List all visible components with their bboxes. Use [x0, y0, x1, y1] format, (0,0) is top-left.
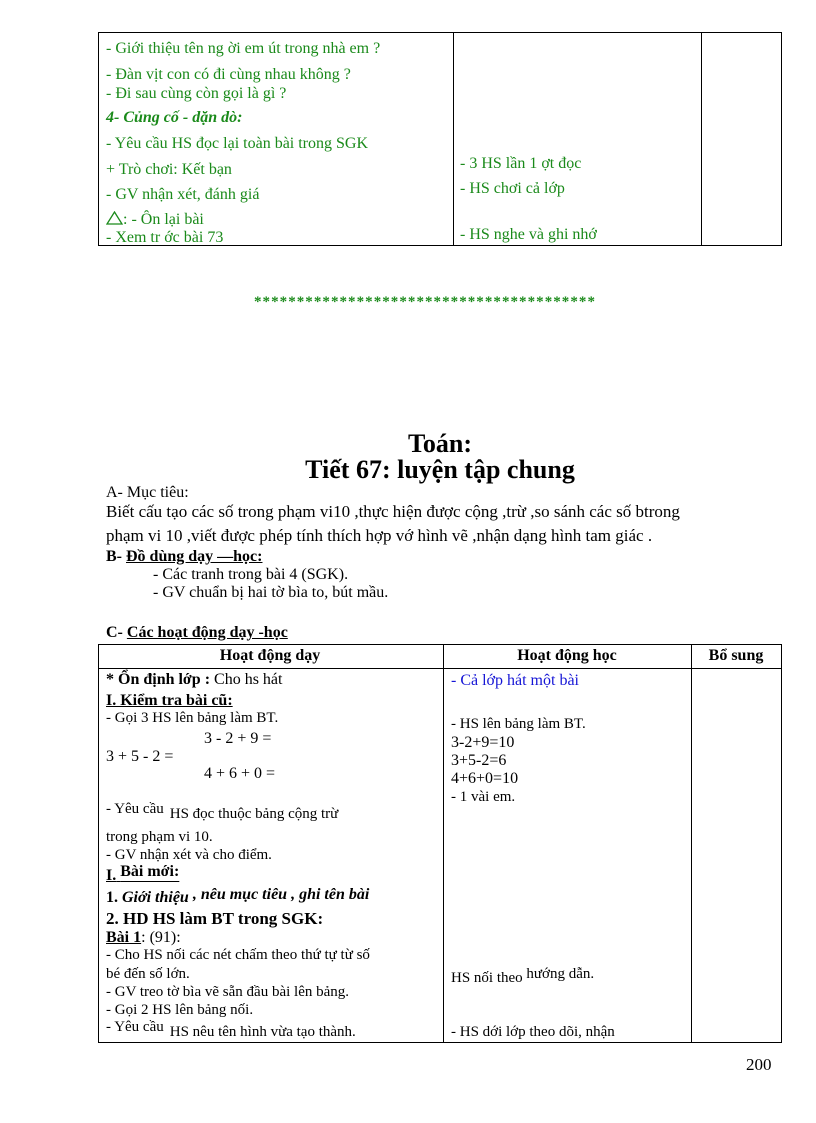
last-duck-question-line: - Đi sau cùng còn gọi là gì ? — [106, 85, 287, 102]
answer-2: 3+5-2=6 — [451, 752, 507, 769]
exercise-1-page: : (91): — [141, 929, 181, 946]
recite-text: HS đọc thuộc bảng cộng trừ — [169, 806, 339, 822]
exercise-2: 3 + 5 - 2 = — [106, 748, 174, 765]
page-number: 200 — [746, 1055, 772, 1074]
guide-text: hướng dẫn. — [526, 966, 595, 982]
section-c-prefix: C- — [106, 624, 127, 641]
intro-question-line: - Giới thiệu tên ng ời em út trong nhà em ? — [106, 40, 381, 57]
objective-line-1: Biết cấu tạo các số trong phạm vi10 ,thực hiện được cộng ,trừ ,so sánh các số btrong — [106, 502, 680, 521]
header-teaching: Hoạt động dạy — [219, 647, 321, 664]
column-divider — [453, 33, 454, 245]
answer-1: 3-2+9=10 — [451, 734, 515, 751]
introduction-line — [106, 886, 370, 907]
listen-note-line: - HS nghe và ghi nhớ — [460, 226, 597, 243]
new-lesson-heading — [106, 863, 180, 885]
exercise-1: 3 - 2 + 9 = — [204, 730, 272, 747]
recite-table-line — [106, 801, 339, 823]
name-shape-text: HS nêu tên hình vừa tạo thành. — [169, 1024, 356, 1040]
stabilize-text: Cho hs hát — [210, 671, 283, 688]
intro-label: Giới thiệu — [122, 889, 189, 906]
section-c-title: Các hoạt động dạy -học — [126, 624, 288, 641]
column-divider — [443, 645, 444, 1043]
consolidation-heading: 4- Củng cố - dặn dò: — [106, 109, 243, 126]
range-line: trong phạm vi 10. — [106, 829, 213, 845]
few-students-line: - 1 vài em. — [451, 789, 516, 805]
asterisk-separator: **************************************** — [254, 294, 596, 310]
connect-dots-line: - Cho HS nối các nét chấm theo thứ tự từ số — [106, 947, 370, 963]
exercise-1-heading — [106, 929, 181, 947]
intro-number: 1. — [106, 889, 122, 906]
next-lesson-line: - Xem tr ớc bài 73 — [106, 229, 224, 246]
reading-turns-line: - 3 HS lần 1 ợt đọc — [460, 155, 582, 172]
duck-question-line: - Đàn vịt con có đi cùng nhau không ? — [106, 66, 351, 83]
section-a-heading: A- Mục tiêu: — [106, 484, 189, 501]
header-supplement: Bổ sung — [708, 647, 764, 664]
stabilize-class-line — [106, 671, 282, 689]
new-lesson-label: Bài mới: — [120, 863, 180, 880]
lesson-title: Tiết 67: luyện tập chung — [305, 455, 575, 484]
request-text-2: - Yêu cầu — [106, 1019, 164, 1035]
guide-heading: 2. HD HS làm BT trong SGK: — [106, 909, 324, 928]
intro-rest: , nêu mục tiêu , ghi tên bài — [188, 886, 370, 903]
game-line: + Trò chơi: Kết bạn — [106, 161, 232, 178]
materials-item-2: - GV chuẩn bị hai tờ bìa to, bút mầu. — [153, 584, 389, 601]
section-b-heading — [106, 548, 262, 566]
old-lesson-check-heading: I. Kiểm tra bài cũ: — [106, 692, 233, 709]
two-students-line: - Gọi 2 HS lên bảng nối. — [106, 1002, 254, 1018]
stabilize-label: * Ổn định lớp : — [106, 671, 211, 688]
header-divider — [99, 668, 781, 669]
table-bottom-border — [98, 1042, 782, 1043]
reread-line: - Yêu cầu HS đọc lại toàn bài trong SGK — [106, 135, 369, 152]
follow-guide-line — [451, 966, 595, 987]
review-text: : - Ôn lại bài — [123, 211, 204, 228]
header-learning: Hoạt động học — [517, 647, 617, 664]
small-to-large-line: bé đến số lớn. — [106, 966, 190, 982]
materials-item-1: - Các tranh trong bài 4 (SGK). — [153, 566, 349, 583]
review-line — [106, 211, 204, 229]
exercise-3: 4 + 6 + 0 = — [204, 765, 276, 782]
class-play-line: - HS chơi cả lớp — [460, 180, 565, 197]
objective-line-2: phạm vi 10 ,viết được phép tính thích hợp vớ hình vẽ ,nhận dạng hình tam giác . — [106, 526, 653, 545]
evaluate-line: - GV nhận xét, đánh giá — [106, 186, 260, 203]
new-lesson-number: I. — [106, 867, 117, 884]
answer-3: 4+6+0=10 — [451, 770, 519, 787]
section-b-prefix: B- — [106, 548, 126, 565]
subject-title: Toán: — [407, 429, 473, 458]
column-divider — [691, 645, 692, 1043]
hang-board-line: - GV treo tờ bìa vẽ sẵn đầu bài lên bảng. — [106, 984, 350, 1000]
teacher-grade-line: - GV nhận xét và cho điểm. — [106, 847, 272, 863]
exercise-1-label: Bài 1 — [106, 929, 142, 946]
section-c-heading — [106, 624, 288, 642]
class-sing-line: - Cả lớp hát một bài — [451, 672, 579, 689]
connect-text: HS nối theo — [451, 970, 523, 986]
request-text: - Yêu cầu — [106, 801, 164, 817]
column-divider — [701, 33, 702, 245]
section-b-title: Đồ dùng dạy —học: — [126, 548, 263, 565]
name-shape-line — [106, 1019, 356, 1041]
triangle-icon — [106, 211, 123, 225]
students-board-line: - HS lên bảng làm BT. — [451, 716, 586, 732]
observe-line: - HS dới lớp theo dõi, nhận — [451, 1024, 615, 1040]
call-students-line: - Gọi 3 HS lên bảng làm BT. — [106, 710, 279, 726]
